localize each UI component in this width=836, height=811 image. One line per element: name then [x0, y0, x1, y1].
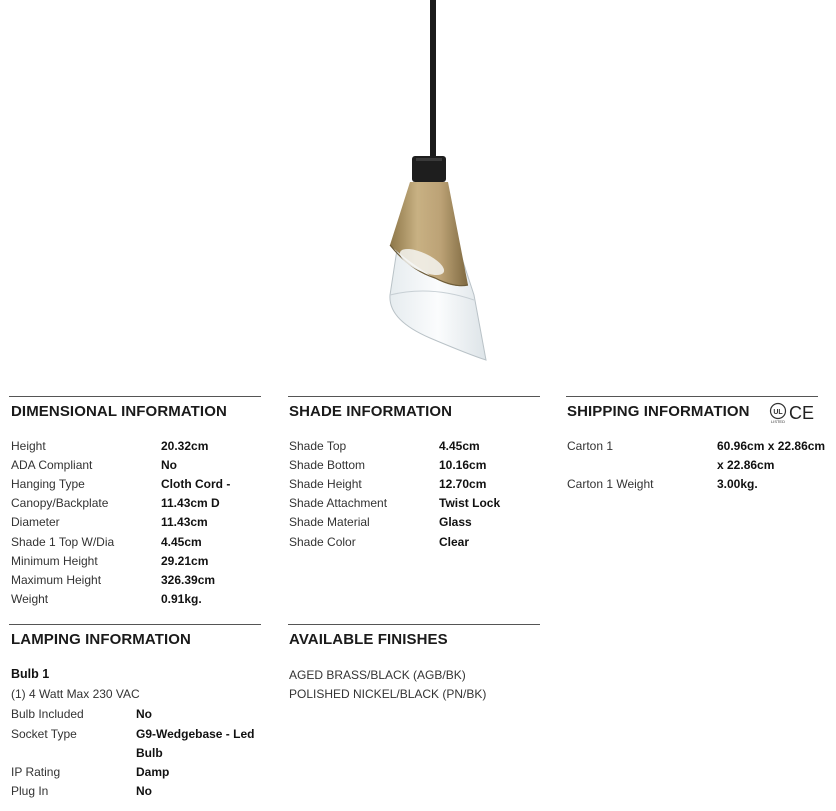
ce-mark-icon: CE	[789, 403, 815, 423]
spec-label: Carton 1	[567, 439, 614, 453]
finish-item: POLISHED NICKEL/BLACK (PN/BK)	[289, 687, 487, 701]
spec-value: 4.45cm	[161, 535, 202, 549]
spec-label: Height	[11, 439, 46, 453]
spec-label: Canopy/Backplate	[11, 496, 109, 510]
pendant-light-image	[370, 0, 500, 370]
spec-value: Twist Lock	[439, 496, 501, 510]
column-rule-dimensional	[9, 396, 261, 397]
finish-item: AGED BRASS/BLACK (AGB/BK)	[289, 668, 466, 682]
spec-value: 326.39cm	[161, 573, 216, 587]
spec-label: Shade Material	[289, 515, 370, 529]
spec-value: 29.21cm	[161, 554, 209, 568]
bulb-title: Bulb 1	[11, 667, 50, 681]
shade-info-title: SHADE INFORMATION	[289, 403, 453, 420]
column-rule-finishes	[288, 624, 540, 625]
spec-label: Shade 1 Top W/Dia	[11, 535, 115, 549]
svg-text:LISTED: LISTED	[770, 419, 786, 424]
spec-value: No	[136, 784, 152, 798]
spec-value: No	[161, 458, 177, 472]
spec-value: Cloth Cord -	[161, 477, 231, 491]
spec-label: Weight	[11, 592, 49, 606]
spec-label: Diameter	[11, 515, 60, 529]
spec-value: 4.45cm	[439, 439, 480, 453]
spec-label: Hanging Type	[11, 477, 85, 491]
svg-text:UL: UL	[773, 409, 783, 416]
shipping-info-title: SHIPPING INFORMATION	[567, 403, 750, 420]
column-rule-shipping	[566, 396, 818, 397]
spec-value: 3.00kg.	[717, 477, 758, 491]
spec-label: Shade Height	[289, 477, 362, 491]
spec-value: 0.91kg.	[161, 592, 202, 606]
spec-label: Shade Color	[289, 535, 356, 549]
spec-value: 11.43cm	[161, 515, 208, 529]
bulb-description: (1) 4 Watt Max 230 VAC	[11, 687, 140, 701]
lamping-info-title: LAMPING INFORMATION	[11, 631, 191, 648]
spec-label: IP Rating	[11, 765, 61, 779]
spec-value: Damp	[136, 765, 170, 779]
column-rule-shade	[288, 396, 540, 397]
spec-label: Shade Top	[289, 439, 347, 453]
spec-label: Minimum Height	[11, 554, 98, 568]
spec-label: Shade Attachment	[289, 496, 388, 510]
spec-label: Socket Type	[11, 727, 77, 741]
spec-value: 10.16cm	[439, 458, 487, 472]
spec-value: No	[136, 707, 152, 721]
spec-label: Shade Bottom	[289, 458, 366, 472]
spec-label: Plug In	[11, 784, 49, 798]
certification-icons	[768, 402, 824, 424]
spec-value: Clear	[439, 535, 470, 549]
spec-label: Bulb Included	[11, 707, 84, 721]
spec-value: G9-Wedgebase - Led	[136, 727, 255, 741]
spec-value: Glass	[439, 515, 472, 529]
spec-value: Bulb	[136, 746, 163, 760]
available-finishes-title: AVAILABLE FINISHES	[289, 631, 448, 648]
dimensional-info-title: DIMENSIONAL INFORMATION	[11, 403, 227, 420]
spec-value: 20.32cm	[161, 439, 209, 453]
cloth-cord	[430, 0, 436, 160]
column-rule-lamping	[9, 624, 261, 625]
spec-label: ADA Compliant	[11, 458, 93, 472]
spec-value: 60.96cm x 22.86cm	[717, 439, 826, 453]
spec-value: 12.70cm	[439, 477, 487, 491]
spec-label: Maximum Height	[11, 573, 102, 587]
spec-value: x 22.86cm	[717, 458, 775, 472]
spec-value: 11.43cm D	[161, 496, 220, 510]
spec-label: Carton 1 Weight	[567, 477, 654, 491]
